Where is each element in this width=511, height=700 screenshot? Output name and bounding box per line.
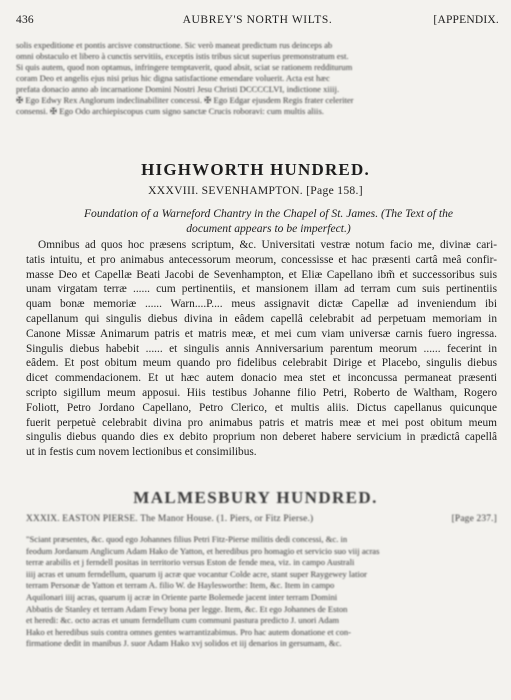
deed-line: firmatione dedit in manibus J. suor Adam Hako xvj solidos et iij denarios in gersumam, &c.	[26, 638, 342, 649]
note-line: document appears to be imperfect.)	[186, 222, 351, 235]
deed-line: Aquilonari iiij acras, quarum ij acræ in Oriente parte Bolemede jacent inter terram Domini	[26, 591, 338, 602]
body-line: Foliott, Petro Jordano Capellano, Petro Clerico, et multis aliis. Dictus capellanus quicunque	[26, 401, 497, 414]
body-line: singulis diebus quando dies ex debito proprium non deberet habere servicium in prædictâ capellâ	[26, 431, 497, 444]
section-title-malmesbury: MALMESBURY HUNDRED.	[133, 488, 378, 507]
deed-line: terram Personæ de Yatton et terram A. filio W. de Haylesworthe: Item, &c. Item in campo	[26, 580, 335, 591]
charter-body	[26, 238, 497, 460]
deed-line: et heredi: &c. octo acras et unum ferndellum cum communi pastura predicto J. unori Adam	[26, 615, 340, 626]
body-line: unam virgatam terræ ...... cum pertinentiis, et mansionem illam ad terram cum suis pertinentiis	[26, 283, 497, 296]
body-line: Singulis diebus habebit ...... et singulis annis Anniversarium parentum meorum ...... fecerint in	[26, 342, 497, 355]
deed-text-block	[26, 534, 497, 650]
body-line: dicet commendacionem. Et ut hæc autem donacio mea stet et inconcussa permaneat præsenti	[26, 372, 497, 385]
page-number: 436	[16, 14, 34, 26]
latin-line: coram Deo et angelis ejus nisi prius hic digna satisfactione emendare voluerit. Acta est hæc	[16, 73, 330, 83]
running-header	[16, 14, 499, 30]
deed-line: Hako et heredibus suis contra omnes gentes warrantizabimus. Pro hac autem donatione et con-	[26, 626, 352, 637]
subtitle-left: XXXIX. EASTON PIERSE. The Manor House. (1. Piers, or Fitz Pierse.)	[26, 514, 314, 524]
latin-line: omni obstaculo et libero à cunctis servitiis, exceptis istis tribus sicut superius premonstratum est.	[16, 51, 349, 61]
body-line: eâdem. Et post obitum meum quando pro fidelibus celebrabit Dirige et Placebo, singulis diebus	[26, 357, 497, 370]
deed-line: "Sciant præsentes, &c. quod ego Johannes filius Petri Fitz-Pierse militis dedi concessi, &c. in	[26, 534, 348, 544]
body-line: capellanum qui singulis diebus divina in eâdem capellâ celebrabit ad perpetuam memoriam in	[26, 312, 497, 325]
subtitle-page-ref: [Page 237.]	[451, 514, 497, 524]
latin-line: consensi. ✠ Ego Odo archiepiscopus cum signo sanctæ Crucis roboravi: cum multis aliis.	[16, 106, 324, 116]
appendix-label: [APPENDIX.	[433, 14, 499, 26]
section-title-highworth: HIGHWORTH HUNDRED.	[141, 160, 370, 179]
deed-line: iiij acras et unum ferndellum, quarum ij acræ que vocantur Colde acre, stant super Raygewey latior	[26, 568, 368, 579]
running-title: AUBREY'S NORTH WILTS.	[182, 14, 333, 26]
body-line: quam bonæ memoriæ ...... Warn....P.... meus assignavit dictæ Capellæ ad inveniendum ibi	[26, 298, 497, 311]
body-line: scripto sigillum meum apposui. Hiis testibus Johanne filio Petri, Roberto de Waltham, Rogero	[26, 386, 497, 399]
document-note	[40, 206, 497, 236]
body-line: fuerit perpetuè celebrabit divina pro animabus patris et matris meæ et mei post obitum meum	[26, 416, 497, 429]
latin-line: solis expeditione et pontis arcisve constructione. Sic verò maneat predictum rus deinceps ab	[16, 40, 333, 50]
body-line: Canone Missæ Animarum patris et matris meæ, et mei cum viam universæ carnis fuero ingressa.	[26, 327, 497, 340]
deed-line: feodum Jordanum Anglicum Adam Hako de Yatton, et heredibus pro homagio et servicio suo viij acras	[26, 545, 380, 556]
body-line: masse Deo et Capellæ Beati Jacobi de Sevenhampton, et Eliæ Capellano ibm̃ et successoribus suis	[26, 268, 497, 281]
body-line: ut in festis cum novem lectionibus et consimilibus.	[26, 446, 257, 459]
latin-line: ✠ Ego Edwy Rex Anglorum indeclinabiliter concessi. ✠ Ego Edgar ejusdem Regis frater celeriter	[16, 95, 354, 105]
body-line: tatis intuitu, et pro animabus antecessorum meorum, concessisse et hac præsenti cartâ meâ confir-	[26, 253, 497, 266]
body-line: Omnibus ad quos hoc præsens scriptum, &c. Universitati vestræ notum facio me, divinæ cari-	[38, 239, 497, 251]
deed-line: terræ arabilis et j ferndell positas in territorio versus Eston de fende mea, viz. in campo Australi	[26, 557, 355, 568]
deed-line: Abbatis de Stanley et terram Adam Fewy bona per legge. Item, &c. Et ego Johannes de Eston	[26, 603, 348, 614]
latin-charter-block	[16, 40, 497, 117]
latin-line: prefata donacio anno ab incarnatione Domini Nostri Jesu Christi DCCCCLVI, indictione xiiij.	[16, 84, 340, 94]
section-subtitle-sevenhampton: XXXVIII. SEVENHAMPTON. [Page 158.]	[148, 184, 363, 197]
section-subtitle-easton-pierse	[26, 514, 497, 524]
note-line: Foundation of a Warneford Chantry in the Chapel of St. James. (The Text of the	[83, 207, 454, 220]
latin-line: Si quis autem, quod non optamus, infringere temptaverit, quod absit, sciat se rationem redditurum	[16, 62, 353, 72]
